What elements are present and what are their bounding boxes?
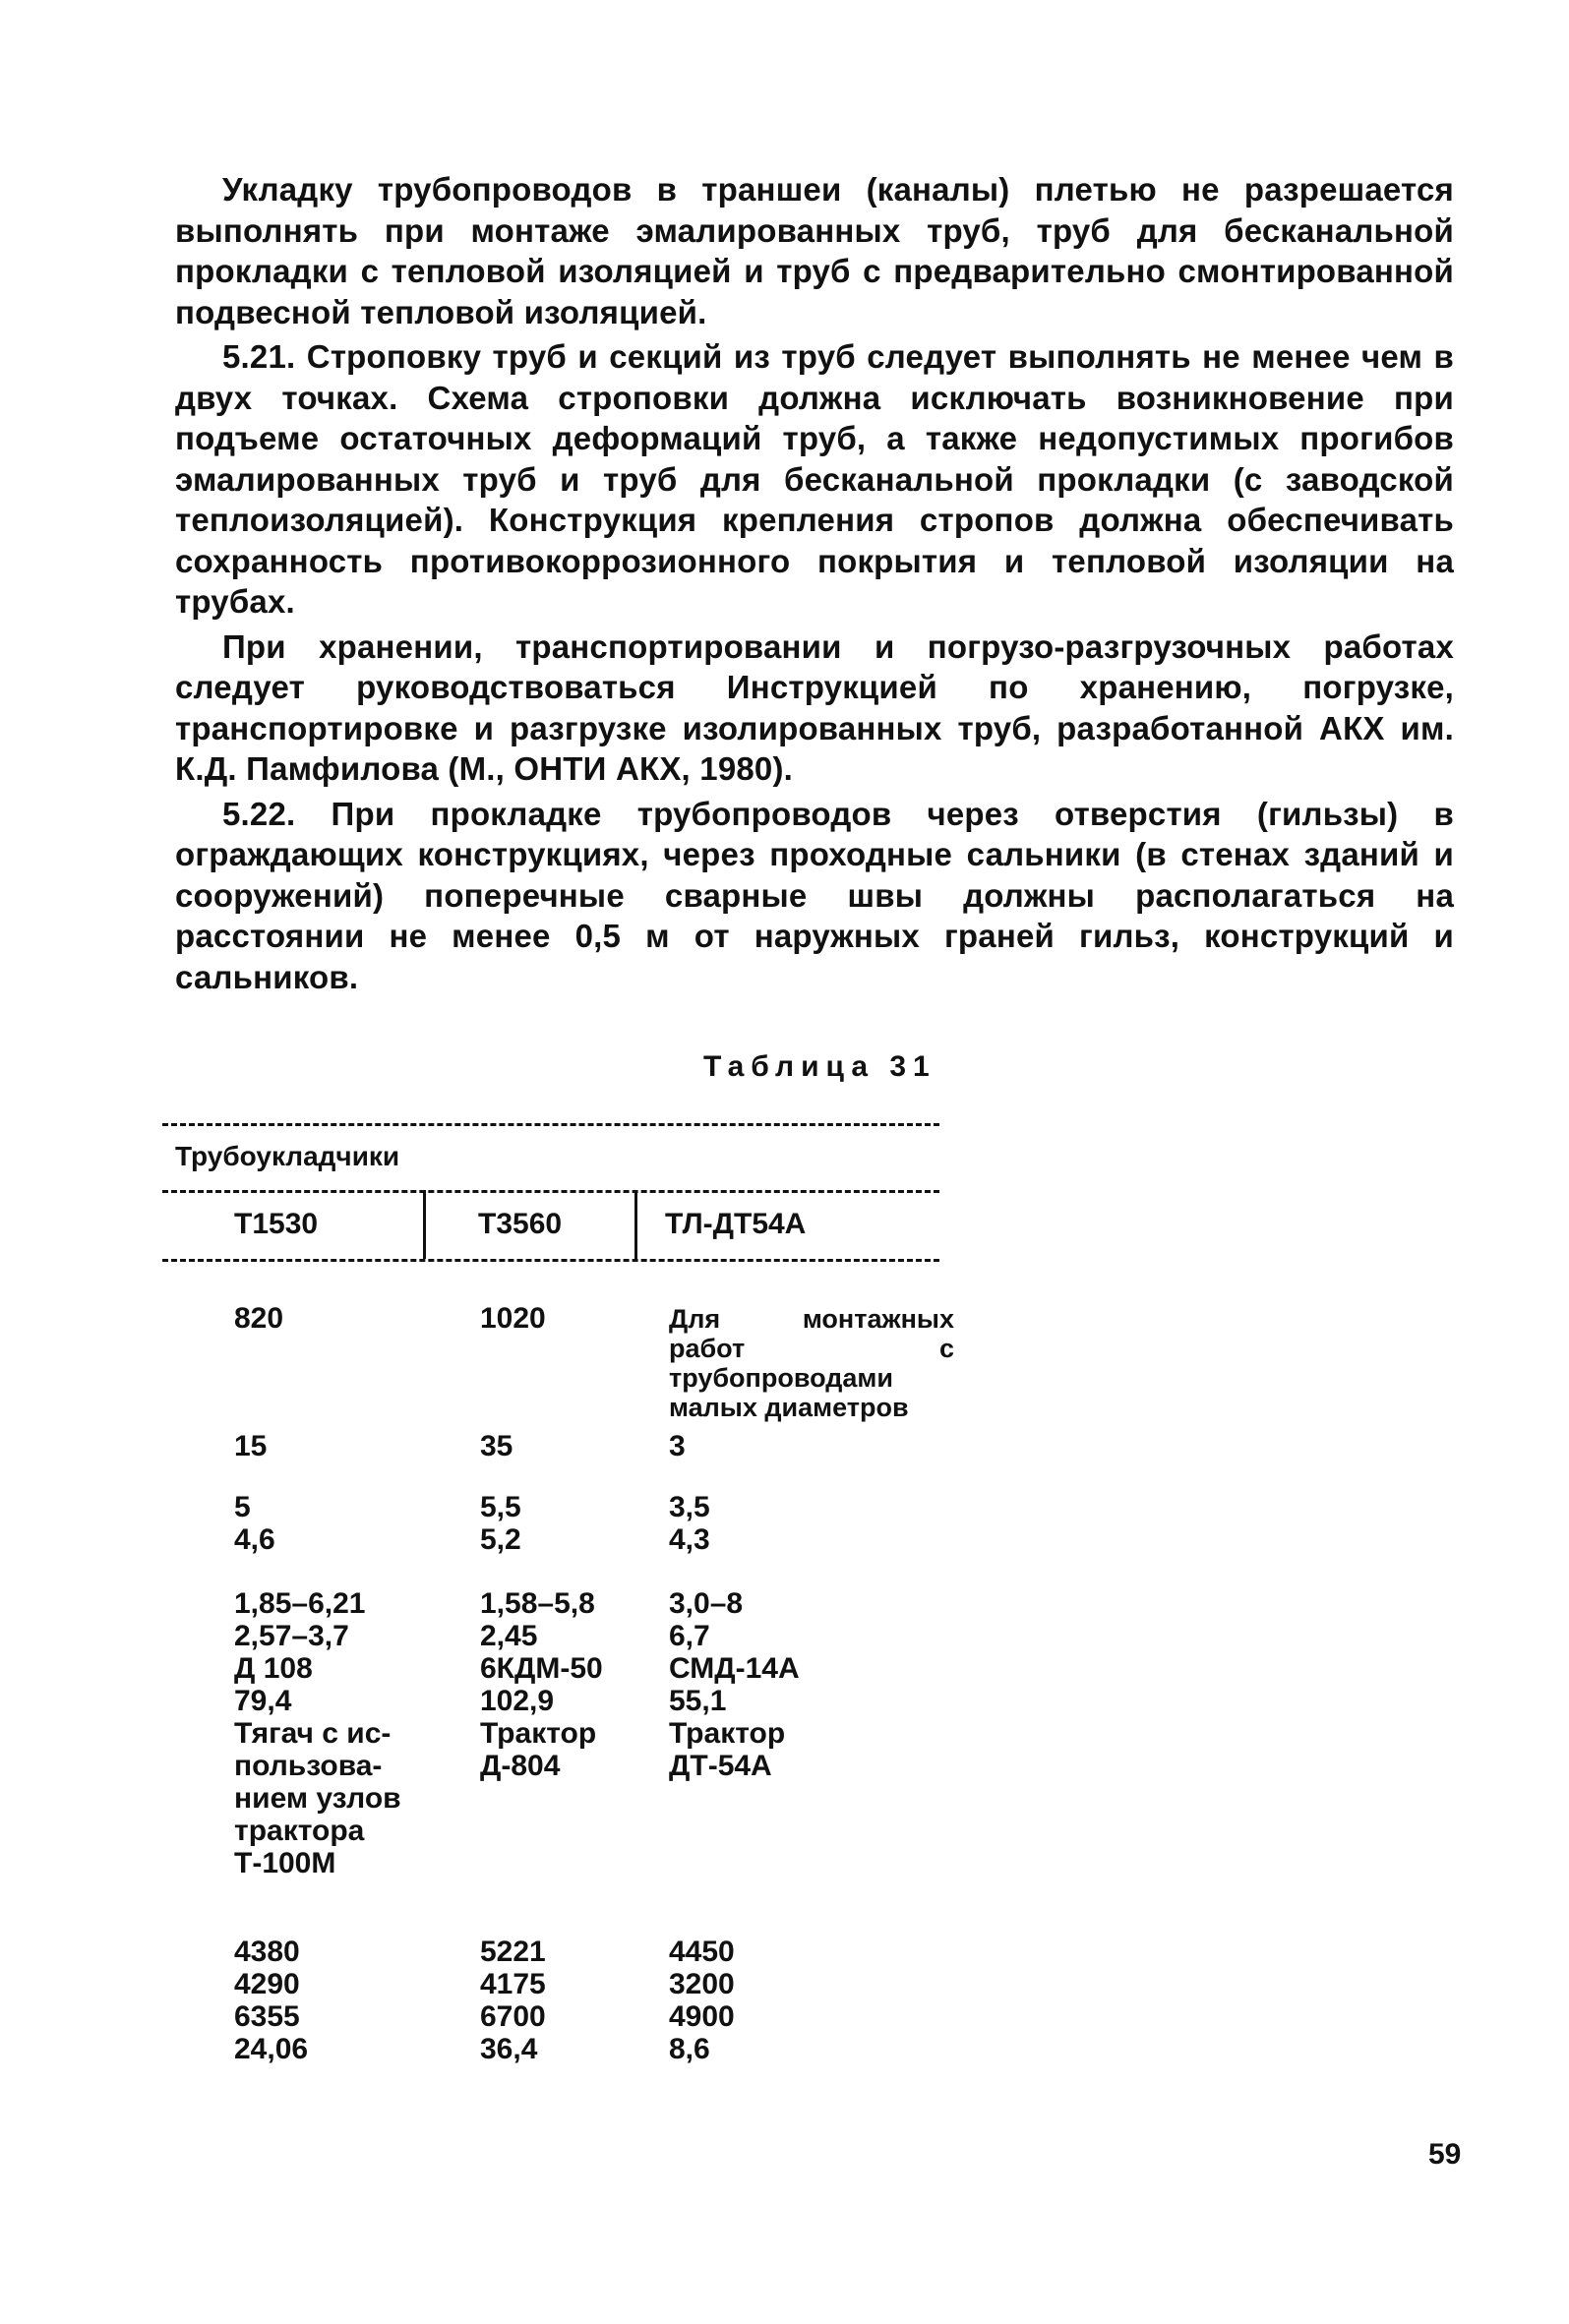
- table-cell: 4450 3200 4900 8,6: [669, 1936, 735, 2065]
- table-cell: 3: [669, 1430, 686, 1462]
- paragraph-5-22: 5.22. При прокладке трубопроводов через отверстия (гильзы) в ограждающих конструкциях, через проходные сальники (в стенах зданий и сооружений) поперечные сварные швы должны располагаться на расстоянии не менее 0,5 м от наружных граней гильз, конструкций и сальников.: [175, 795, 1454, 995]
- table-cell: 1,85–6,21 2,57–3,7 Д 108 79,4 Тягач с ис- пользова- нием узлов трактора Т-100М: [234, 1587, 401, 1879]
- table-cell: Для монтажных работ с трубопроводами малых диаметров: [669, 1304, 954, 1422]
- column-header-t3560: Т3560: [478, 1208, 563, 1240]
- paragraph-pipeline-laying: Укладку трубопроводов в траншеи (каналы) плетью не разрешается выполнять при монтаже эмалированных труб, труб для бесканальной прокладки с тепловой изоляцией и труб с предварительно смонтированной подвесной тепловой изоляцией.: [175, 171, 1454, 330]
- table-cell: 5221 4175 6700 36,4: [480, 1936, 546, 2065]
- column-divider: [634, 1190, 637, 1259]
- table-cell: 35: [480, 1430, 513, 1462]
- paragraph-storage: При хранении, транспортировании и погрузо-разгрузочных работах следует руководствоваться Инструкцией по хранению, погрузке, транспортировке и разгрузке изолированных труб, разработанной АКХ им. К.Д. Памфилова (М., ОНТИ АКХ, 1980).: [175, 627, 1454, 787]
- column-header-tl-dt54a: ТЛ-ДТ54А: [665, 1208, 807, 1240]
- table-cell: 1020: [480, 1302, 546, 1335]
- column-header-t1530: Т1530: [234, 1208, 319, 1240]
- table-header-rule: [162, 1190, 939, 1193]
- table-cell: 820: [234, 1302, 284, 1335]
- table-cell: 4380 4290 6355 24,06: [234, 1936, 309, 2065]
- page-number: 59: [1428, 2138, 1462, 2171]
- table-group-header: Трубоукладчики: [175, 1141, 400, 1171]
- table-cell: 1,58–5,8 2,45 6КДМ-50 102,9 Трактор Д-804: [480, 1587, 603, 1782]
- table-cell: 15: [234, 1430, 268, 1462]
- body-text: [175, 169, 1454, 997]
- column-divider: [423, 1190, 426, 1259]
- table-cell: 5 4,6: [234, 1491, 275, 1556]
- table-cell: 3,0–8 6,7 СМД-14А 55,1 Трактор ДТ-54А: [669, 1587, 800, 1782]
- table-caption: Таблица 31: [703, 1050, 936, 1083]
- paragraph-5-21: 5.21. Строповку труб и секций из труб следует выполнять не менее чем в двух точках. Схема строповки должна исключать возникновение при подъеме остаточных деформаций труб, а также недопустимых прогибов эмалированных труб и труб для бесканальной прокладки (с заводской теплоизоляцией). Конструкция крепления стропов должна обеспечивать сохранность противокоррозионного покрытия и тепловой изоляции на трубах.: [175, 338, 1454, 620]
- table-cell: 3,5 4,3: [669, 1491, 710, 1556]
- table-top-rule: [162, 1123, 939, 1126]
- table-cell: 5,5 5,2: [480, 1491, 521, 1556]
- table-body-rule: [162, 1259, 939, 1262]
